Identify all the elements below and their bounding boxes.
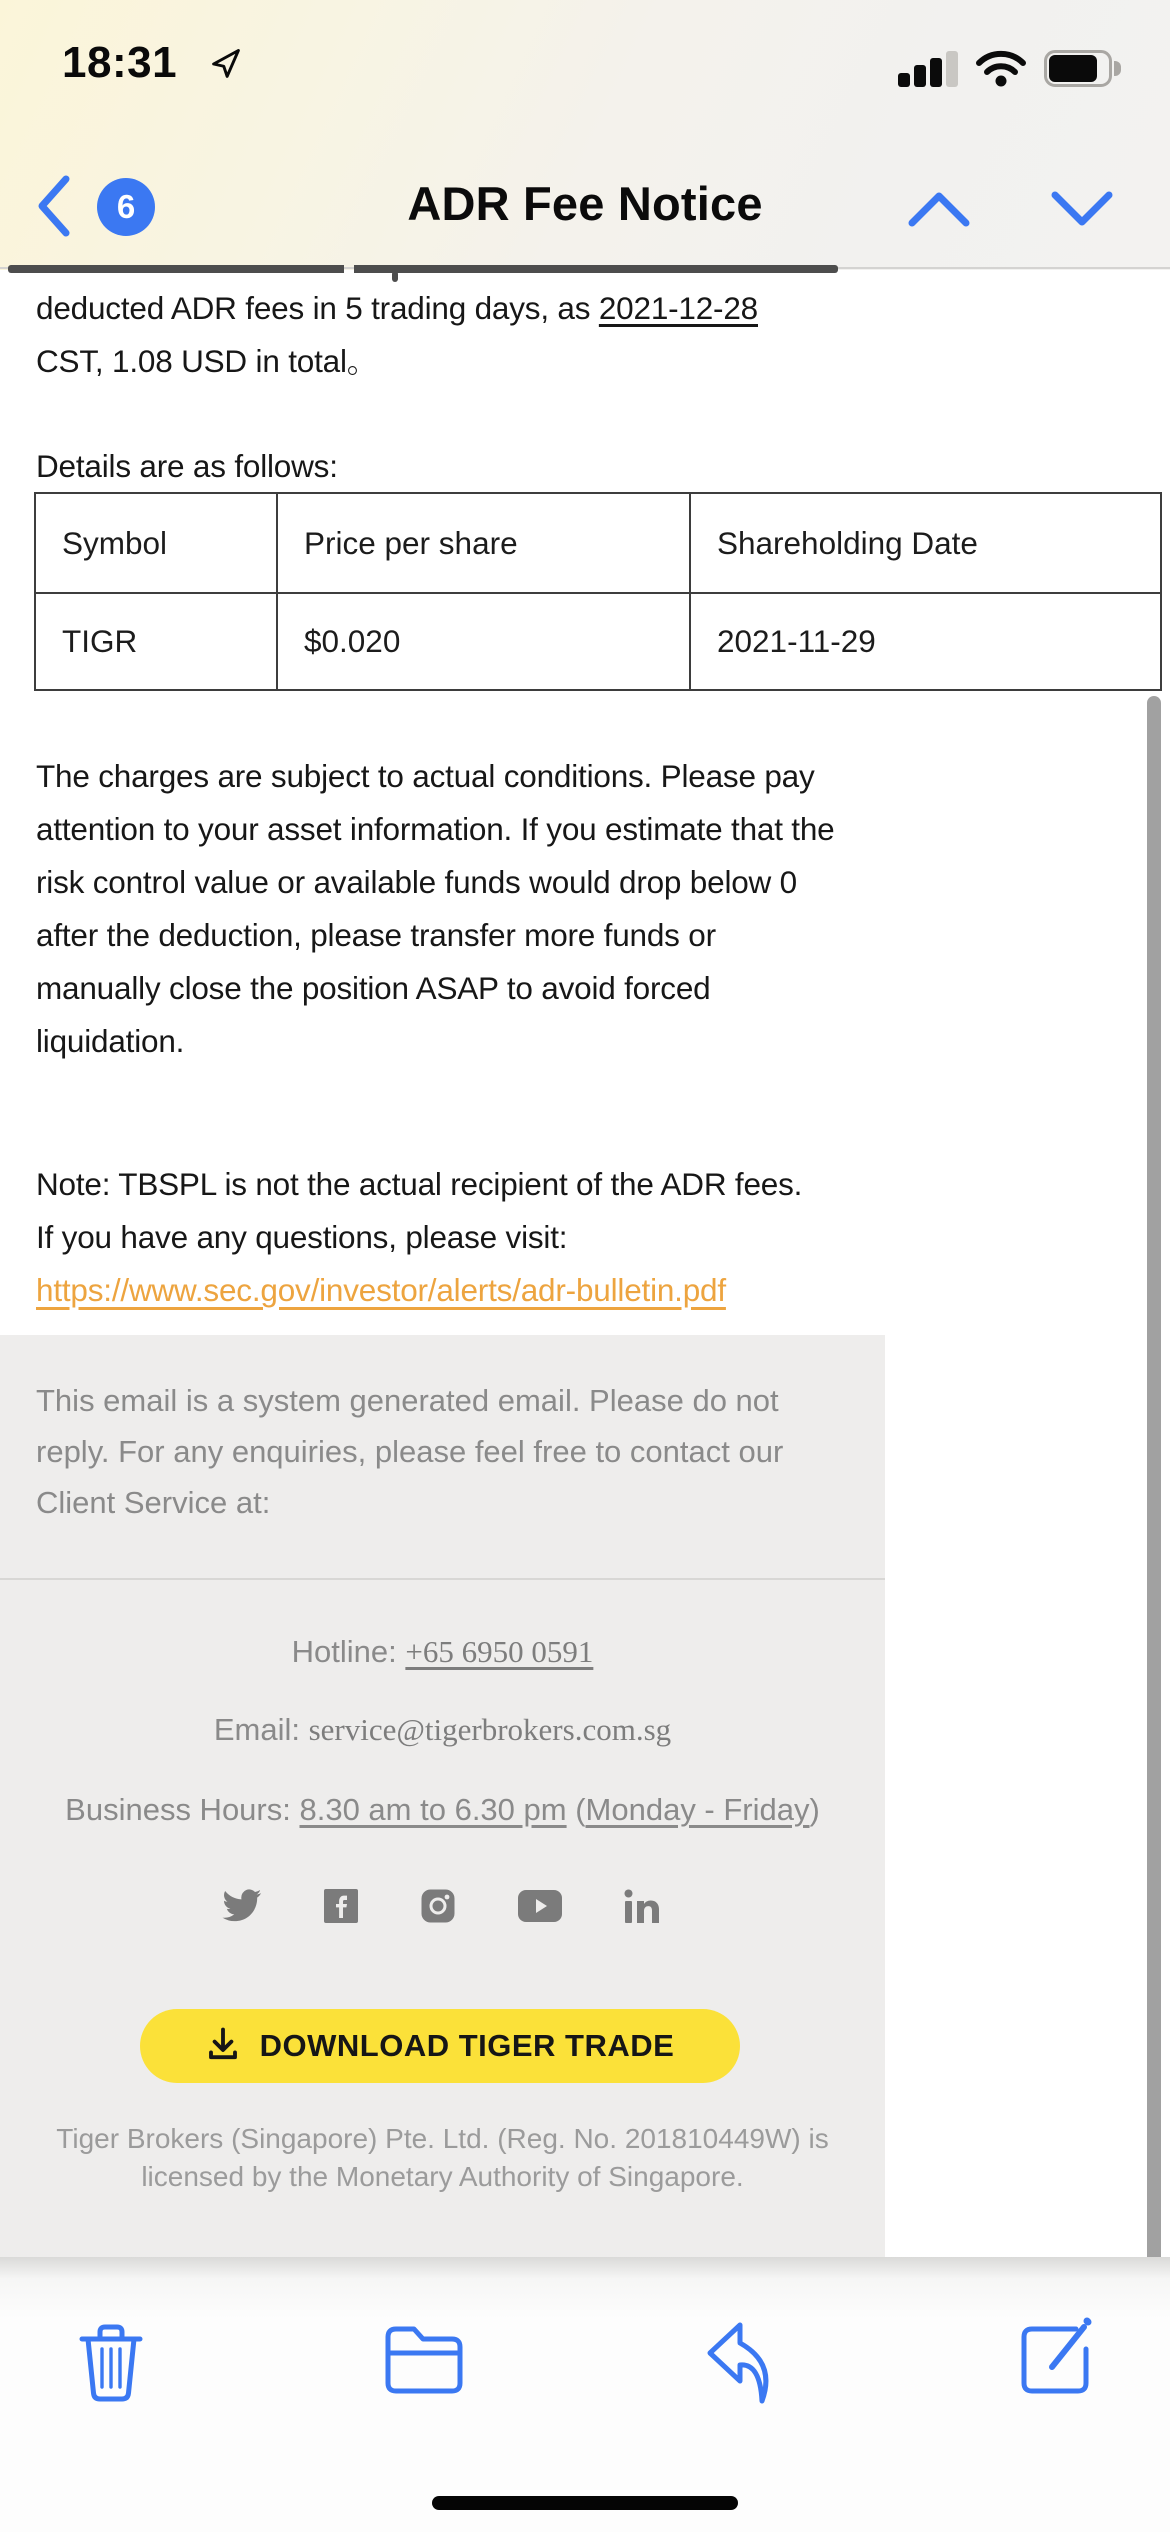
facebook-icon[interactable] xyxy=(324,1889,358,1923)
cell-date: 2021-11-29 xyxy=(690,593,1161,690)
business-hours-line: Business Hours: 8.30 am to 6.30 pm (Monday - Friday) xyxy=(65,1792,820,1827)
download-tiger-trade-button[interactable]: DOWNLOAD TIGER TRADE xyxy=(140,2009,740,2083)
hotline-line: Hotline: +65 6950 0591 xyxy=(291,1634,594,1669)
previous-message-button[interactable] xyxy=(905,188,973,235)
system-note: This email is a system generated email. Please do not reply. For any enquiries, please feel free to contact our Client Service at: xyxy=(36,1383,784,1520)
footer-system-note-block xyxy=(0,1335,885,1578)
deduction-date: 2021-12-28 xyxy=(598,290,758,326)
reply-icon[interactable] xyxy=(702,2317,786,2414)
wifi-icon xyxy=(975,50,1027,93)
legal-text: Tiger Brokers (Singapore) Pte. Ltd. (Reg. No. 201810449W) is licensed by the Monetary Authority of Singapore. xyxy=(56,2123,829,2192)
details-label: Details are as follows: xyxy=(36,448,338,484)
table-row xyxy=(35,593,1161,690)
home-indicator[interactable] xyxy=(432,2496,738,2510)
note-block xyxy=(36,1158,1036,1317)
service-email[interactable]: service@tigerbrokers.com.sg xyxy=(308,1712,672,1747)
trash-icon[interactable] xyxy=(72,2317,150,2414)
signal-icon xyxy=(898,50,958,87)
social-links xyxy=(0,1888,885,1924)
page-title: ADR Fee Notice xyxy=(407,177,763,230)
unread-badge[interactable]: 6 xyxy=(97,178,155,236)
fee-table xyxy=(34,492,1162,691)
status-time: 18:31 xyxy=(62,38,178,87)
next-message-button[interactable] xyxy=(1048,188,1116,235)
intro-line-1: deducted ADR fees in 5 trading days, as 2021-12-28 xyxy=(36,290,758,326)
instagram-icon[interactable] xyxy=(420,1888,456,1924)
col-price: Price per share xyxy=(277,493,690,593)
youtube-icon[interactable] xyxy=(518,1890,562,1922)
note-line-2: If you have any questions, please visit: xyxy=(36,1219,568,1255)
linkedin-icon[interactable] xyxy=(624,1889,664,1923)
footer-contact-block xyxy=(0,1580,885,2258)
cell-price: $0.020 xyxy=(277,593,690,690)
intro-line-2: CST, 1.08 USD in total。 xyxy=(36,343,379,379)
location-arrow-icon xyxy=(208,46,244,87)
battery-icon xyxy=(1044,50,1124,87)
scrollbar[interactable] xyxy=(1147,696,1161,2290)
cell-symbol: TIGR xyxy=(35,593,277,690)
clipped-text-line xyxy=(8,265,838,273)
intro-paragraph xyxy=(36,282,1036,388)
adr-bulletin-link[interactable]: https://www.sec.gov/investor/alerts/adr-bulletin.pdf xyxy=(36,1272,726,1308)
table-header-row xyxy=(35,493,1161,593)
download-icon xyxy=(206,2026,240,2067)
hotline-phone-link[interactable]: +65 6950 0591 xyxy=(405,1634,594,1669)
status-icons xyxy=(898,50,1124,93)
charges-paragraph: The charges are subject to actual conditions. Please pay attention to your asset information. If you estimate that the risk control value or available funds would drop below 0 after the deduction, please transfer more funds or manually close the position ASAP to avoid forced liquidation. xyxy=(36,758,835,1059)
note-line-1: Note: TBSPL is not the actual recipient of the ADR fees. xyxy=(36,1166,803,1202)
twitter-icon[interactable] xyxy=(222,1889,262,1923)
header xyxy=(0,0,1170,270)
bottom-toolbar xyxy=(0,2257,1170,2532)
col-date: Shareholding Date xyxy=(690,493,1161,593)
col-symbol: Symbol xyxy=(35,493,277,593)
compose-icon[interactable] xyxy=(1014,2315,1098,2408)
clipped-text-descender xyxy=(392,271,398,282)
folder-icon[interactable] xyxy=(382,2323,466,2402)
email-line: Email: service@tigerbrokers.com.sg xyxy=(213,1712,672,1747)
